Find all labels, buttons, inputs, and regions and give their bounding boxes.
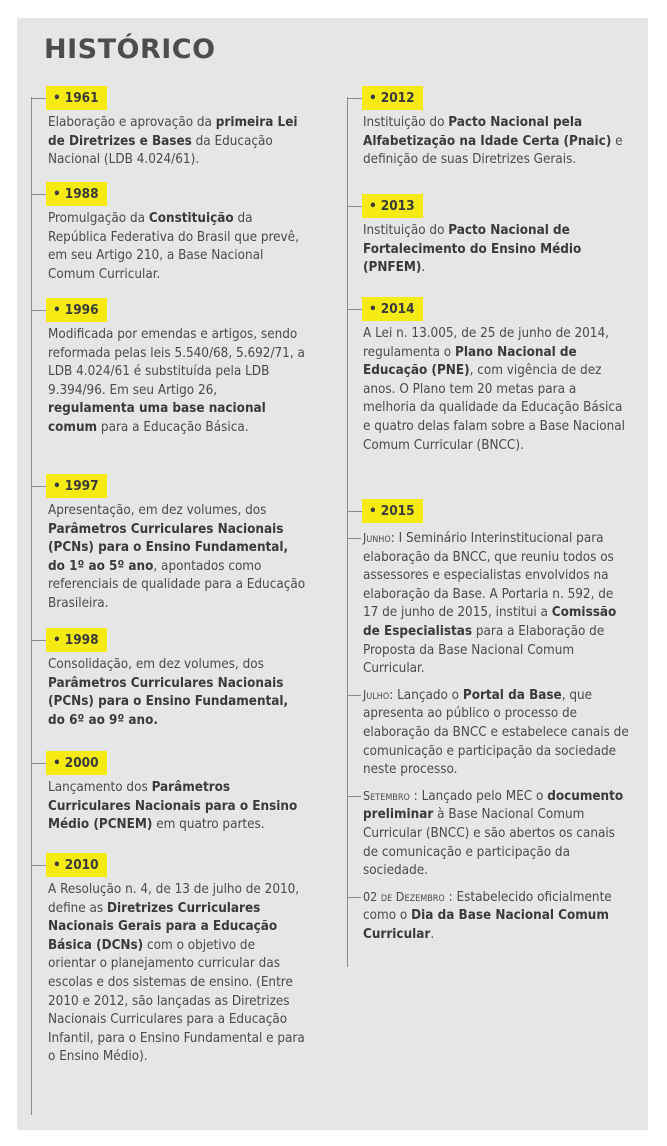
timeline-tick	[347, 309, 362, 310]
body-text: Lançamento dos	[48, 780, 152, 795]
timeline-tick	[31, 98, 46, 99]
year-label: 2000	[64, 755, 99, 771]
bullet-icon: •	[369, 301, 377, 317]
right-timeline-line	[347, 97, 348, 967]
year-badge	[46, 182, 107, 206]
bullet-icon: •	[53, 186, 61, 202]
timeline-tick	[347, 98, 362, 99]
body-text: da República Federativa do Brasil que prevê, em seu Artigo 210, a Base Nacional Comum Curricular.	[48, 211, 299, 282]
bullet-icon: •	[369, 198, 377, 214]
entry-description	[48, 210, 306, 284]
year-label: 1996	[64, 302, 99, 318]
bullet-icon: •	[53, 478, 61, 494]
body-text: , que apresenta ao público o processo de elaboração da BNCC e estabelece canais de comunicação e participação da sociedade neste processo.	[363, 687, 629, 778]
body-text: Apresentação, em dez volumes, dos	[48, 503, 267, 518]
highlight-text: Portal da Base	[462, 687, 562, 703]
entry-description	[48, 114, 306, 170]
bullet-icon: •	[369, 503, 377, 519]
year-label: 2015	[380, 503, 415, 519]
body-text: : Lançado pelo MEC o	[409, 788, 548, 804]
year-badge	[46, 751, 107, 775]
body-text: A Resolução n. 4, de 13 de julho de 2010, define as	[48, 882, 300, 916]
timeline-tick	[31, 763, 46, 764]
body-text: Instituição do	[363, 115, 449, 130]
body-text: com o objetivo de orientar o planejamento curricular das escolas e dos sistemas de ensino. (Entre 2010 e 2012, são lançadas as Diretrizes Nacionais Curriculares para a Educação Infantil, para o Ensino Fundamental e para o Ensino Médio).	[48, 937, 305, 1065]
body-text: em quatro partes.	[152, 817, 265, 833]
entry-description	[48, 502, 306, 614]
month-label: Setembro	[363, 787, 410, 803]
sub-tick	[347, 897, 361, 898]
year-badge	[362, 297, 423, 321]
sub-tick	[347, 796, 361, 797]
body-text: , com vigência de dez anos. O Plano tem 20 metas para a melhoria da qualidade da Educação Básica e quatro delas falam sobre a Base Nacional Comum Curricular (BNCC).	[363, 363, 625, 453]
timeline-tick	[31, 486, 46, 487]
year-badge	[46, 474, 107, 498]
bullet-icon: •	[53, 302, 61, 318]
page-title: HISTÓRICO	[44, 34, 216, 65]
body-text: : Lançado o	[389, 687, 463, 703]
year-label: 2013	[380, 198, 415, 214]
year-badge	[46, 853, 107, 877]
left-timeline-line	[31, 97, 32, 1115]
highlight-text: Dia da Base Nacional Comum Curricular	[363, 908, 609, 942]
year-badge	[46, 628, 107, 652]
entry-description	[48, 326, 306, 438]
body-text: , apontados como referenciais de qualidade para a Educação Brasileira.	[48, 558, 306, 611]
bullet-icon: •	[369, 90, 377, 106]
body-text: : Estabelecido oficialmente como o	[363, 889, 612, 924]
body-text: da Educação Nacional (LDB 4.024/61).	[48, 133, 273, 168]
highlight-text: documento preliminar	[363, 788, 624, 823]
body-text: para a Elaboração de Proposta da Base Nacional Comum Curricular.	[363, 623, 605, 677]
body-text: Instituição do	[363, 223, 449, 238]
body-text: : I Seminário Interinstitucional para elaboração da BNCC, que reuniu todos os assessores e especialistas envolvidos na elaboração da Base. A Portaria n. 592, de 17 de junho de 2015, institui a	[363, 531, 614, 621]
sub-entry	[363, 529, 629, 679]
entry-description	[363, 325, 625, 455]
timeline-tick	[347, 206, 362, 207]
year-label: 1997	[64, 478, 99, 494]
entry-description	[48, 656, 306, 730]
year-label: 2010	[64, 857, 99, 873]
highlight-text: primeira Lei de Diretrizes e Bases	[48, 115, 298, 149]
timeline-tick	[347, 511, 362, 512]
year-badge	[362, 194, 423, 218]
timeline-tick	[31, 865, 46, 866]
body-text: Promulgação da	[48, 211, 149, 226]
timeline-tick	[31, 640, 46, 641]
body-text: .	[421, 260, 426, 276]
year-badge	[362, 499, 423, 523]
body-text: Consolidação, em dez volumes, dos	[48, 657, 264, 672]
highlight-text: Constituição	[148, 211, 234, 226]
year-label: 2012	[380, 90, 415, 106]
entry-description	[48, 881, 306, 1067]
entry-description	[363, 114, 625, 170]
body-text: .	[430, 926, 435, 942]
highlight-text: Plano Nacional de Educação (PNE)	[363, 344, 577, 379]
highlight-text: Pacto Nacional de Fortalecimento do Ensino Médio (PNFEM)	[363, 223, 582, 276]
entry-description	[363, 222, 625, 278]
highlight-text: Parâmetros Curriculares Nacionais (PCNs) para o Ensino Fundamental, do 1º ao 5º ano	[48, 521, 289, 574]
bullet-icon: •	[53, 632, 61, 648]
highlight-text: Comissão de Especialistas	[363, 605, 617, 639]
year-label: 1988	[64, 186, 99, 202]
year-badge	[362, 86, 423, 110]
entry-description	[363, 529, 629, 951]
bullet-icon: •	[53, 857, 61, 873]
highlight-text: Pacto Nacional pela Alfabetização na Idade Certa (Pnaic)	[363, 115, 612, 149]
sub-entry	[363, 686, 629, 780]
sub-entry	[363, 888, 629, 945]
year-badge	[46, 86, 107, 110]
bullet-icon: •	[53, 90, 61, 106]
entry-description	[48, 779, 306, 835]
month-label: Julho	[363, 686, 390, 702]
sub-entry	[363, 787, 629, 881]
body-text: A Lei n. 13.005, de 25 de junho de 2014, regulamenta o	[363, 326, 609, 360]
month-label: 02 de Dezembro	[363, 888, 445, 904]
year-badge	[46, 298, 107, 322]
year-label: 1961	[64, 90, 99, 106]
timeline-tick	[31, 310, 46, 311]
body-text: e definição de suas Diretrizes Gerais.	[363, 133, 623, 168]
body-text: Modificada por emendas e artigos, sendo reformada pelas leis 5.540/68, 5.692/71, a LDB 4.024/61 é substituída pela LDB 9.394/96. Em seu Artigo 26,	[48, 327, 305, 398]
highlight-text: Parâmetros Curriculares Nacionais (PCNs) para o Ensino Fundamental, do 6º ao 9º ano.	[48, 675, 289, 728]
body-text: para a Educação Básica.	[97, 419, 249, 435]
highlight-text: Parâmetros Curriculares Nacionais para o Ensino Médio (PCNEM)	[48, 780, 298, 833]
month-label: Junho	[363, 530, 391, 545]
body-text: à Base Nacional Comum Curricular (BNCC) e são abertos os canais de comunicação e participação da sociedade.	[363, 807, 615, 879]
year-label: 1998	[64, 632, 99, 648]
highlight-text: regulamenta uma base nacional comum	[48, 401, 266, 435]
bullet-icon: •	[53, 755, 61, 771]
body-text: Elaboração e aprovação da	[48, 115, 216, 130]
sub-tick	[347, 538, 361, 539]
sub-tick	[347, 695, 361, 696]
year-label: 2014	[380, 301, 415, 317]
timeline-tick	[31, 194, 46, 195]
highlight-text: Diretrizes Curriculares Nacionais Gerais para a Educação Básica (DCNs)	[48, 900, 278, 953]
